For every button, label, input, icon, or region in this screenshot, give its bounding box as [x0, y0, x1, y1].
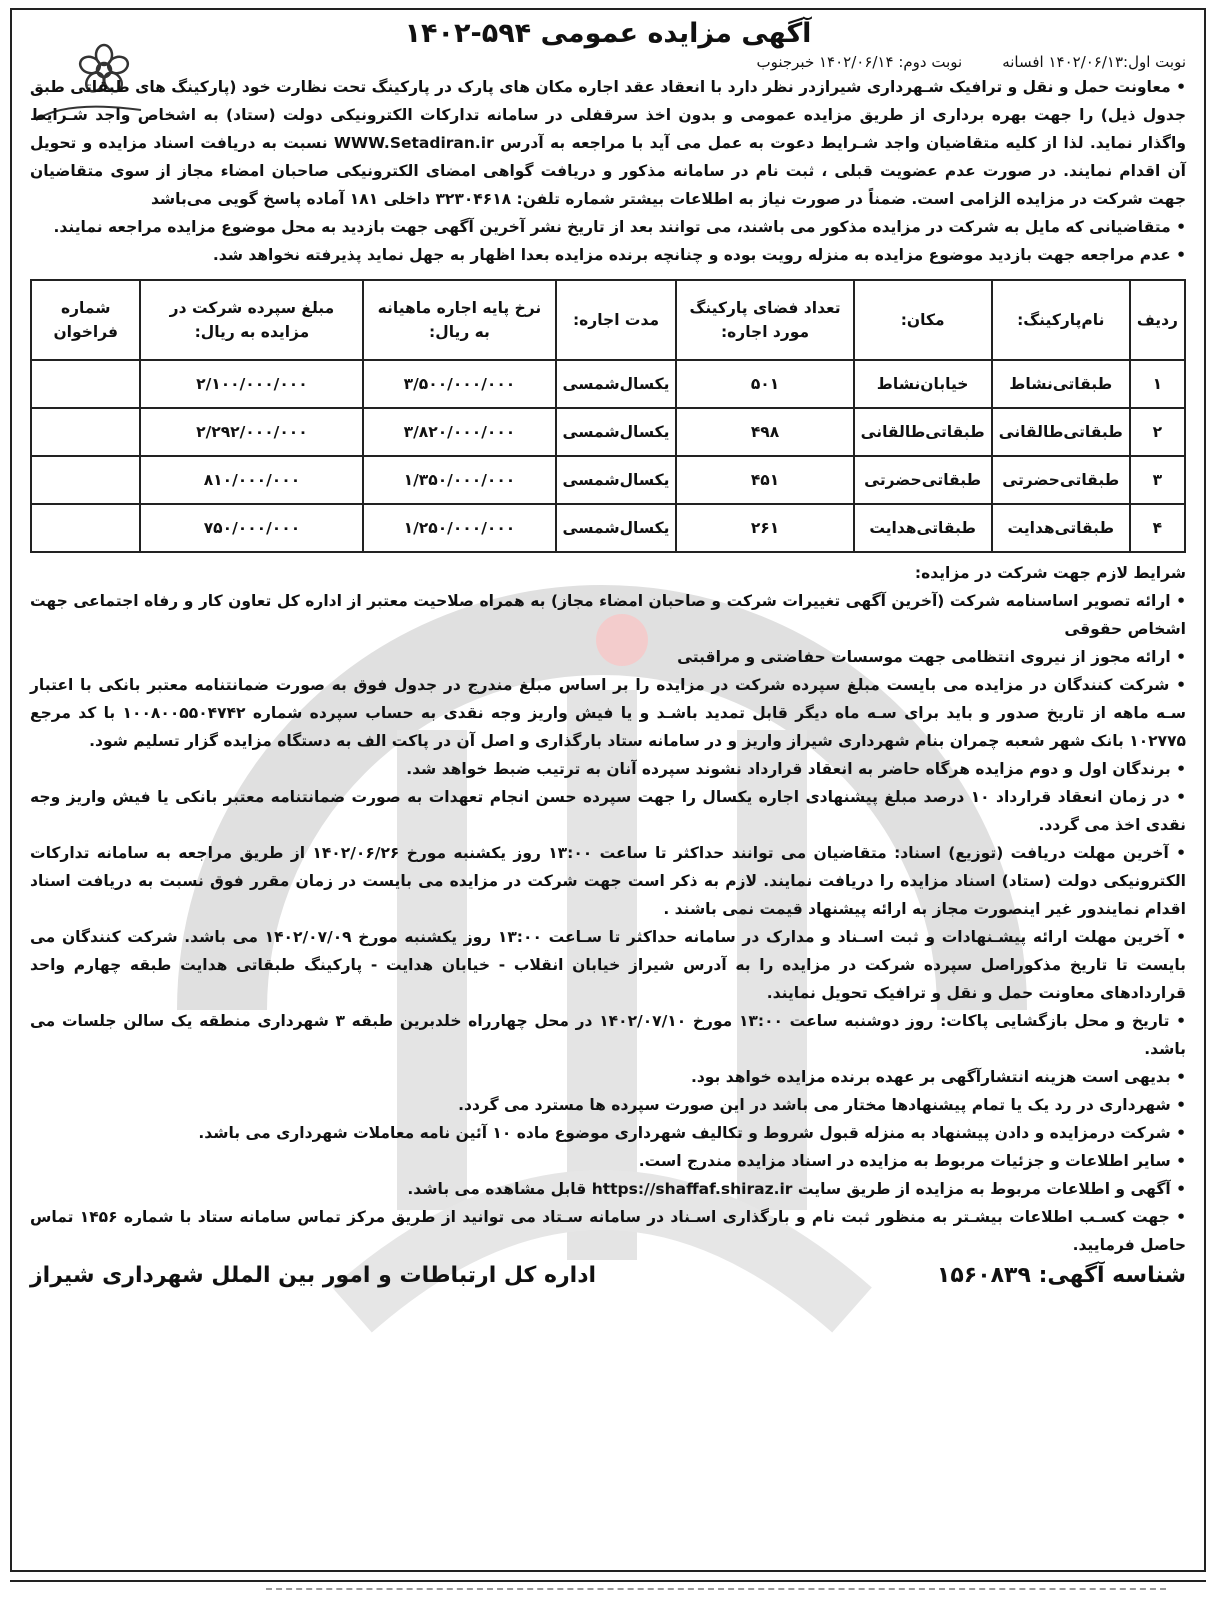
- cell-space-count: ۵۰۱: [676, 360, 853, 408]
- condition-item: • آگهی و اطلاعات مربوط به مزایده از طریق سایت https://shaffaf.shiraz.ir قابل مشاهده می باشد.: [407, 1180, 1186, 1198]
- condition-item: • در زمان انعقاد قرارداد ۱۰ درصد مبلغ پیشنهادی اجاره یکسال را جهت سپرده حسن انجام تعهدات به صورت ضمانتنامه معتبر بانکی یا فیش واریز وجه نقدی اخذ می گردد.: [30, 788, 1186, 834]
- header-base-rent: نرخ پایه اجاره ماهیانه به ریال:: [363, 280, 555, 360]
- cell-parking-name: طبقاتی‌نشاط: [992, 360, 1130, 408]
- table-row: [31, 456, 1185, 504]
- condition-item: • شرکت کنندگان در مزایده می بایست مبلغ سپرده شرکت در مزایده را بر اساس مبلغ مندرج در جدول فوق به صورت ضمانتنامه معتبر بانکی با اعتبار سـه ماهه از تاریخ صدور و باید برای سـه ماه دیگر قابل تمدید باشـد و یا فیش واریز وجه نقدی به حساب سپرده شماره ۱۰۰۸۰۰۵۵۰۴۷۴۲ با کد مرجع ۱۰۲۷۷۵ بانک شهر شعبه چمران بنام شهرداری شیراز واریز و در سامانه ستاد بارگذاری و اصل آن در پاکت الف به دستگاه مزایده گزار تسلیم شود.: [30, 676, 1187, 750]
- cell-lease-period: یکسال‌شمسی: [556, 360, 677, 408]
- cell-lease-period: یکسال‌شمسی: [556, 456, 677, 504]
- publication-notices: [30, 53, 1186, 71]
- cell-call-number: [31, 456, 140, 504]
- condition-item: • برندگان اول و دوم مزایده هرگاه حاضر به انعقاد قرارداد نشوند سپرده آنان به ترتیب ضبط خواهد شد.: [406, 760, 1186, 778]
- header-parking-name: نام‌پارکینگ:: [992, 280, 1130, 360]
- ad-id: شناسه آگهی: ۱۵۶۰۸۳۹: [936, 1263, 1186, 1288]
- cell-call-number: [31, 408, 140, 456]
- visit-paragraph: • متقاضیانی که مایل به شرکت در مزایده مذکور می باشند، می توانند بعد از تاریخ نشر آخرین آگهی جهت بازدید به محل موضوع مزایده مراجعه نمایند.: [53, 218, 1186, 236]
- signature: اداره کل ارتباطات و امور بین الملل شهرداری شیراز: [30, 1263, 597, 1288]
- cell-base-rent: ۱/۲۵۰/۰۰۰/۰۰۰: [363, 504, 555, 552]
- ad-frame: [10, 8, 1206, 1572]
- cell-parking-name: طبقاتی‌هدایت: [992, 504, 1130, 552]
- cell-row-number: ۴: [1130, 504, 1185, 552]
- header-row-number: ردیف: [1130, 280, 1185, 360]
- ad-title: آگهی مزایده عمومی ۵۹۴-۱۴۰۲: [404, 18, 812, 49]
- cell-base-rent: ۱/۳۵۰/۰۰۰/۰۰۰: [363, 456, 555, 504]
- condition-item: • شهرداری در رد یک یا تمام پیشنهادها مختار می باشد در این صورت سپرده ها مسترد می گردد.: [458, 1096, 1186, 1114]
- cell-location: طبقاتی‌هدایت: [854, 504, 992, 552]
- header-call-number: شماره فراخوان: [31, 280, 140, 360]
- header-lease-period: مدت اجاره:: [556, 280, 677, 360]
- cell-base-rent: ۳/۸۲۰/۰۰۰/۰۰۰: [363, 408, 555, 456]
- cell-row-number: ۳: [1130, 456, 1185, 504]
- condition-item: • سایر اطلاعات و جزئیات مربوط به مزایده در اسناد مزایده مندرج است.: [638, 1152, 1186, 1170]
- ad-footer: [30, 1263, 1186, 1288]
- cell-location: خیابان‌نشاط: [854, 360, 992, 408]
- table-row: [31, 360, 1185, 408]
- intro-paragraph: • معاونت حمل و نقل و ترافیک شـهرداری شیرازدر نظر دارد با انعقاد عقد اجاره مکان های پارک در پارکینگ تحت نظارت خود (پارکینگ های طبقاتی طبق جدول ذیل) را جهت بهره برداری از طریق مزایده عمومی و بدون اخذ سرقفلی در سامانه تدارکات الکترونیکی دولت (ستاد) به اشخاص واجد شـرایط واگذار نماید. لذا از کلیه متقاضیان واجد شـرایط دعوت به عمل می آید با مراجعه به آدرس WWW.Setadiran.ir نسبت به دریافت اسناد مزایده و تحویل آن اقدام نمایند. در صورت عدم عضویت قبلی ، ثبت نام در سامانه مذکور و دریافت گواهی امضای الکترونیکی صاحبان امضاء مجاز از سوی متقاضیان جهت شرکت در مزایده الزامی است. ضمناً در صورت نیاز به اطلاعات بیشتر شماره تلفن: ۳۲۳۰۴۶۱۸ داخلی ۱۸۱ آماده پاسخ گویی می‌باشد: [30, 78, 1186, 208]
- cell-space-count: ۲۶۱: [676, 504, 853, 552]
- second-notice: نوبت دوم: ۱۴۰۲/۰۶/۱۴ خبرجنوب: [756, 53, 963, 71]
- conditions-heading: شرایط لازم جهت شرکت در مزایده:: [914, 564, 1186, 582]
- cell-row-number: ۱: [1130, 360, 1185, 408]
- condition-item: • تاریخ و محل بازگشایی پاکات: روز دوشنبه ساعت ۱۳:۰۰ مورخ ۱۴۰۲/۰۷/۱۰ در محل چهارراه خلدبرین طبقه ۳ شهرداری منطقه یک سالن جلسات می باشد.: [30, 1012, 1187, 1058]
- next-ad-strip: [10, 1580, 1206, 1620]
- cell-deposit: ۸۱۰/۰۰۰/۰۰۰: [140, 456, 363, 504]
- header-space-count: تعداد فضای پارکینگ مورد اجاره:: [676, 280, 853, 360]
- cell-deposit: ۷۵۰/۰۰۰/۰۰۰: [140, 504, 363, 552]
- table-row: [31, 408, 1185, 456]
- condition-item: • آخرین مهلت دریافت (توزیع) اسناد: متقاضیان می توانند حداکثر تا ساعت ۱۳:۰۰ روز یکشنبه مورخ ۱۴۰۲/۰۶/۲۶ از طریق مراجعه به سامانه تدارکات الکترونیکی دولت (ستاد) اسناد مزایده را دریافت نمایند. لازم به ذکر است جهت شرکت در مزایده می بایست در زمان مقرر فوق نسبت به دریافت اسناد اقدام نمایندور غیر اینصورت مجاز به ارائه پیشنهاد قیمت نمی باشند .: [30, 844, 1186, 918]
- cell-lease-period: یکسال‌شمسی: [556, 504, 677, 552]
- cell-deposit: ۲/۱۰۰/۰۰۰/۰۰۰: [140, 360, 363, 408]
- cell-call-number: [31, 504, 140, 552]
- parking-table: [30, 279, 1186, 553]
- cell-call-number: [31, 360, 140, 408]
- cell-base-rent: ۳/۵۰۰/۰۰۰/۰۰۰: [363, 360, 555, 408]
- cell-location: طبقاتی‌طالقانی: [854, 408, 992, 456]
- header-deposit: مبلغ سپرده شرکت در مزایده به ریال:: [140, 280, 363, 360]
- condition-item: • ارائه تصویر اساسنامه شرکت (آخرین آگهی تغییرات شرکت و صاحبان امضاء مجاز) به همراه صلاحیت معتبر از اداره کل تعاون کار و رفاه اجتماعی جهت اشخاص حقوقی: [30, 592, 1186, 638]
- first-notice: نوبت اول:۱۴۰۲/۰۶/۱۳ افسانه: [1002, 53, 1186, 71]
- ad-content: [30, 16, 1186, 1288]
- cell-parking-name: طبقاتی‌حضرتی: [992, 456, 1130, 504]
- header-location: مکان:: [854, 280, 992, 360]
- cell-parking-name: طبقاتی‌طالقانی: [992, 408, 1130, 456]
- cell-row-number: ۲: [1130, 408, 1185, 456]
- cell-space-count: ۴۵۱: [676, 456, 853, 504]
- condition-item: • ارائه مجوز از نیروی انتظامی جهت موسسات حفاضتی و مراقبتی: [677, 648, 1186, 666]
- next-ad-edge: [266, 1588, 1166, 1604]
- cell-lease-period: یکسال‌شمسی: [556, 408, 677, 456]
- condition-item: • شرکت درمزایده و دادن پیشنهاد به منزله قبول شروط و تکالیف شهرداری موضوع ماده ۱۰ آئین نامه معاملات شهرداری می باشد.: [198, 1124, 1186, 1142]
- table-row: [31, 504, 1185, 552]
- condition-item: • آخرین مهلت ارائه پیشـنهادات و ثبت اسـناد و مدارک در سامانه حداکثر تا سـاعت ۱۳:۰۰ روز یکشنبه مورخ ۱۴۰۲/۰۷/۰۹ می باشد. شرکت کنندگان می بایست تا تاریخ مذکوراصل سپرده شرکت در مزایده را به آدرس شیراز خیابان انقلاب - خیابان هدایت - پارکینگ طبقاتی هدایت طبقه چهارم واحد قراردادهای معاونت حمل و نقل و ترافیک تحویل نمایند.: [30, 928, 1186, 1002]
- visit-note-paragraph: • عدم مراجعه جهت بازدید موضوع مزایده به منزله رویت بوده و چنانچه برنده مزایده بعدا اظهار به جهل نماید پذیرفته نخواهد شد.: [212, 246, 1186, 264]
- cell-space-count: ۴۹۸: [676, 408, 853, 456]
- cell-location: طبقاتی‌حضرتی: [854, 456, 992, 504]
- condition-item: • بدیهی است هزینه انتشارآگهی بر عهده برنده مزایده خواهد بود.: [690, 1068, 1186, 1086]
- table-header-row: [31, 280, 1185, 360]
- condition-item: • جهت کسـب اطلاعات بیشـتر به منظور ثبت نام و بارگذاری اسـناد در سامانه سـتاد می توانید از طریق مرکز تماس سامانه ستاد با شماره ۱۴۵۶ تماس حاصل فرمایید.: [30, 1208, 1186, 1254]
- cell-deposit: ۲/۲۹۲/۰۰۰/۰۰۰: [140, 408, 363, 456]
